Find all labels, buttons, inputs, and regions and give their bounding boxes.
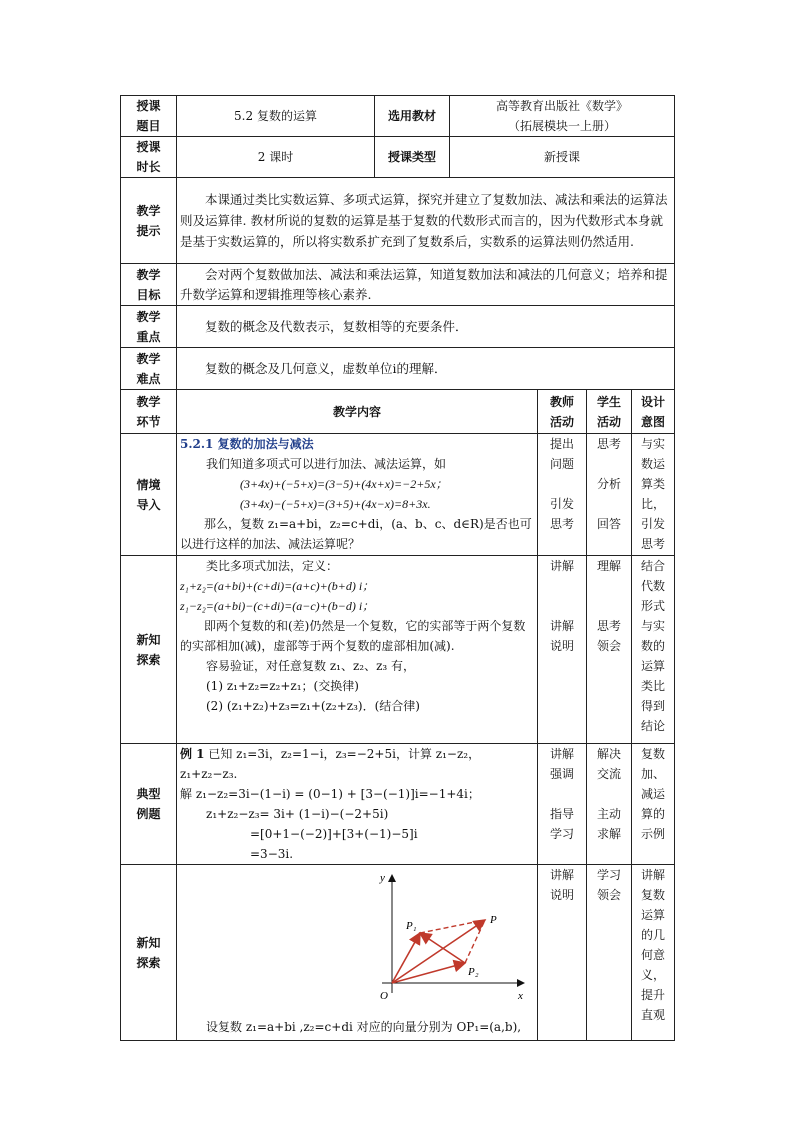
topic-label: 授课 题目	[121, 96, 177, 137]
type-label: 授课类型	[375, 137, 450, 178]
label-p2: P₂	[468, 966, 479, 978]
activity-line: 主动	[596, 807, 621, 821]
duration-value: 2 课时	[177, 137, 375, 178]
hint-text: 本课通过类比实数运算、多项式运算，探究并建立了复数加法、减法和乘法的运算法则及运算律. 教材所说的复数的运算是基于复数的代数形式而言的，因为代数形式本身就是基于实数运算的，所以将实数系扩充到了复数系后，实数系的运算法则仍然适用.	[177, 178, 675, 264]
textbook-label: 选用教材	[375, 96, 450, 137]
label-p: P	[490, 914, 497, 926]
activity-line: 结合	[641, 559, 666, 573]
activity-line: 学习	[549, 827, 574, 841]
stage-row-intro	[121, 434, 675, 556]
activity-line: 思考	[641, 537, 666, 551]
activity-line: 领会	[596, 888, 621, 902]
activity-line: 何意	[641, 948, 666, 962]
difficulty-text: 复数的概念及几何意义，虚数单位i的理解．	[177, 348, 675, 390]
vector-op2	[392, 963, 465, 983]
activity-line: 加、	[641, 767, 666, 781]
activity-line: 与实	[641, 437, 666, 451]
stage-row-explore-2	[121, 865, 675, 1041]
label-o: O	[380, 990, 388, 1002]
duration-label: 授课 时长	[121, 137, 177, 178]
design-intent-explore-1	[632, 556, 675, 744]
activity-line	[541, 596, 583, 616]
activity-line: 问题	[549, 457, 574, 471]
activity-line	[590, 576, 628, 596]
goal-text: 会对两个复数做加法、减法和乘法运算，知道复数加法和减法的几何意义；培养和提升数学运算和逻辑推理等核心素养.	[177, 264, 675, 306]
vector-diagram	[180, 865, 538, 1015]
teacher-activity-explore-2	[538, 865, 587, 1041]
activity-line: 复数	[641, 888, 666, 902]
activity-line: 思考	[596, 437, 621, 451]
section-heading: 5.2.1 复数的加法与减法	[180, 437, 314, 451]
label-p1: P₁	[406, 920, 417, 932]
activity-line: 思考	[549, 517, 574, 531]
stage-content-explore-2	[177, 865, 538, 1041]
activity-line: 引发	[549, 497, 574, 511]
key-label: 教学 重点	[121, 306, 177, 348]
difficulty-label: 教学 难点	[121, 348, 177, 390]
activity-line: 直观	[641, 1008, 666, 1022]
activity-line: 结论	[641, 719, 666, 733]
teacher-activity-example	[538, 744, 587, 865]
teacher-activity-explore-1	[538, 556, 587, 744]
student-activity-explore-2	[587, 865, 632, 1041]
activity-line: 得到	[641, 699, 666, 713]
column-header-row	[121, 390, 675, 434]
activity-line: 说明	[549, 888, 574, 902]
header-row-topic	[121, 96, 675, 137]
vector-sentence: 设复数 z₁=a+bi ,z₂=c+di 对应的向量分别为 OP₁=(a,b),	[206, 1020, 522, 1034]
activity-line	[541, 784, 583, 804]
lesson-plan-table	[120, 95, 675, 1041]
activity-line: 义，	[641, 968, 666, 982]
activity-line: 回答	[596, 517, 621, 531]
activity-line: 讲解	[641, 868, 666, 882]
activity-line: 复数	[641, 747, 666, 761]
row-hint	[121, 178, 675, 264]
teacher-activity-intro	[538, 434, 587, 556]
hint-label: 教学 提示	[121, 178, 177, 264]
textbook-value: 高等教育出版社《数学》 （拓展模块一上册）	[450, 96, 675, 137]
stage-content-explore-1: 类比多项式加法，定义： z₁+z₂=(a+bi)+(c+di)=(a+c)+(b+d) i； z₁−z₂=(a+bi)−(c+di)=(a−c)+(b−d) i； 即两个复数的和(差)仍然是一个复数，它的实部等于两个复数的实部相加(减)，虚部等于两个复数的虚部相加(减). 容易验证，对任意复数 z₁、z₂、z₃ 有， (1) z₁+z₂=z₂+z₁；(交换律) (2) (z₁+z₂)+z₃=z₁+(z₂+z₃)．(结合律)	[177, 556, 538, 744]
stage-row-example	[121, 744, 675, 865]
row-difficulty	[121, 348, 675, 390]
design-intent-explore-2	[632, 865, 675, 1041]
goal-label: 教学 目标	[121, 264, 177, 306]
topic-value: 5.2 复数的运算	[177, 96, 375, 137]
activity-line: 领会	[596, 639, 621, 653]
activity-line	[590, 784, 628, 804]
activity-line: 减运	[641, 787, 666, 801]
activity-line: 讲解	[549, 868, 574, 882]
stage-label-explore-2: 新知 探索	[121, 865, 177, 1041]
activity-line	[541, 576, 583, 596]
col-content: 教学内容	[177, 390, 538, 434]
header-row-duration	[121, 137, 675, 178]
activity-line	[590, 494, 628, 514]
student-activity-example	[587, 744, 632, 865]
activity-line: 运算	[641, 908, 666, 922]
vector-op1	[392, 933, 420, 983]
label-y: y	[380, 872, 385, 884]
stage-content-intro: 5.2.1 复数的加法与减法 我们知道多项式可以进行加法、减法运算，如 (3+4x)+(−5+x)=(3−5)+(4x+x)=−2+5x； (3+4x)−(−5+x)=(3+5)+(4x−x)=8+3x. 那么，复数 z₁=a+bi，z₂=c+di，(a、b、c、d∈R)是否也可以进行这样的加法、减法运算呢？	[177, 434, 538, 556]
activity-line: 代数	[641, 579, 666, 593]
label-x: x	[518, 990, 523, 1002]
stage-label-intro: 情境 导入	[121, 434, 177, 556]
activity-line: 说明	[549, 639, 574, 653]
activity-line: 指导	[549, 807, 574, 821]
activity-line: 形式	[641, 599, 666, 613]
activity-line: 示例	[641, 827, 666, 841]
activity-line: 求解	[596, 827, 621, 841]
activity-line: 数的	[641, 639, 666, 653]
activity-line: 分析	[596, 477, 621, 491]
activity-line: 思考	[596, 619, 621, 633]
stage-content-example: 例 1 已知 z₁=3i，z₂=1−i，z₃=−2+5i，计算 z₁−z₂，z₁+z₂−z₃. 解 z₁−z₂=3i−(1−i) = (0−1) + [3−(−1)]i=−1+4i； z₁+z₂−z₃= 3i+ (1−i)−(−2+5i) =[0+1−(−2)]+[3+(−1)−5]i =3−3i.	[177, 744, 538, 865]
activity-line: 引发	[641, 517, 666, 531]
design-intent-intro	[632, 434, 675, 556]
col-teacher: 教师 活动	[538, 390, 587, 434]
activity-line: 理解	[596, 559, 621, 573]
activity-line: 的几	[641, 928, 666, 942]
student-activity-explore-1	[587, 556, 632, 744]
key-text: 复数的概念及代数表示，复数相等的充要条件．	[177, 306, 675, 348]
activity-line: 讲解	[549, 619, 574, 633]
activity-line: 讲解	[549, 559, 574, 573]
activity-line	[590, 596, 628, 616]
activity-line: 类比	[641, 679, 666, 693]
vector-figure	[180, 865, 534, 1015]
stage-row-explore-1	[121, 556, 675, 744]
student-activity-intro	[587, 434, 632, 556]
activity-line: 解决	[596, 747, 621, 761]
activity-line: 讲解	[549, 747, 574, 761]
activity-line: 数运	[641, 457, 666, 471]
activity-line: 提升	[641, 988, 666, 1002]
row-goal	[121, 264, 675, 306]
activity-line: 强调	[549, 767, 574, 781]
activity-line: 比，	[641, 497, 666, 511]
col-stage: 教学 环节	[121, 390, 177, 434]
row-key	[121, 306, 675, 348]
col-student: 学生 活动	[587, 390, 632, 434]
type-value: 新授课	[450, 137, 675, 178]
design-intent-example	[632, 744, 675, 865]
col-design: 设计 意图	[632, 390, 675, 434]
activity-line: 算的	[641, 807, 666, 821]
activity-line	[590, 454, 628, 474]
stage-label-example: 典型 例题	[121, 744, 177, 865]
stage-label-explore-1: 新知 探索	[121, 556, 177, 744]
activity-line	[541, 474, 583, 494]
activity-line: 交流	[596, 767, 621, 781]
activity-line: 学习	[596, 868, 621, 882]
activity-line: 提出	[549, 437, 574, 451]
activity-line: 与实	[641, 619, 666, 633]
activity-line: 算类	[641, 477, 666, 491]
activity-line: 运算	[641, 659, 666, 673]
